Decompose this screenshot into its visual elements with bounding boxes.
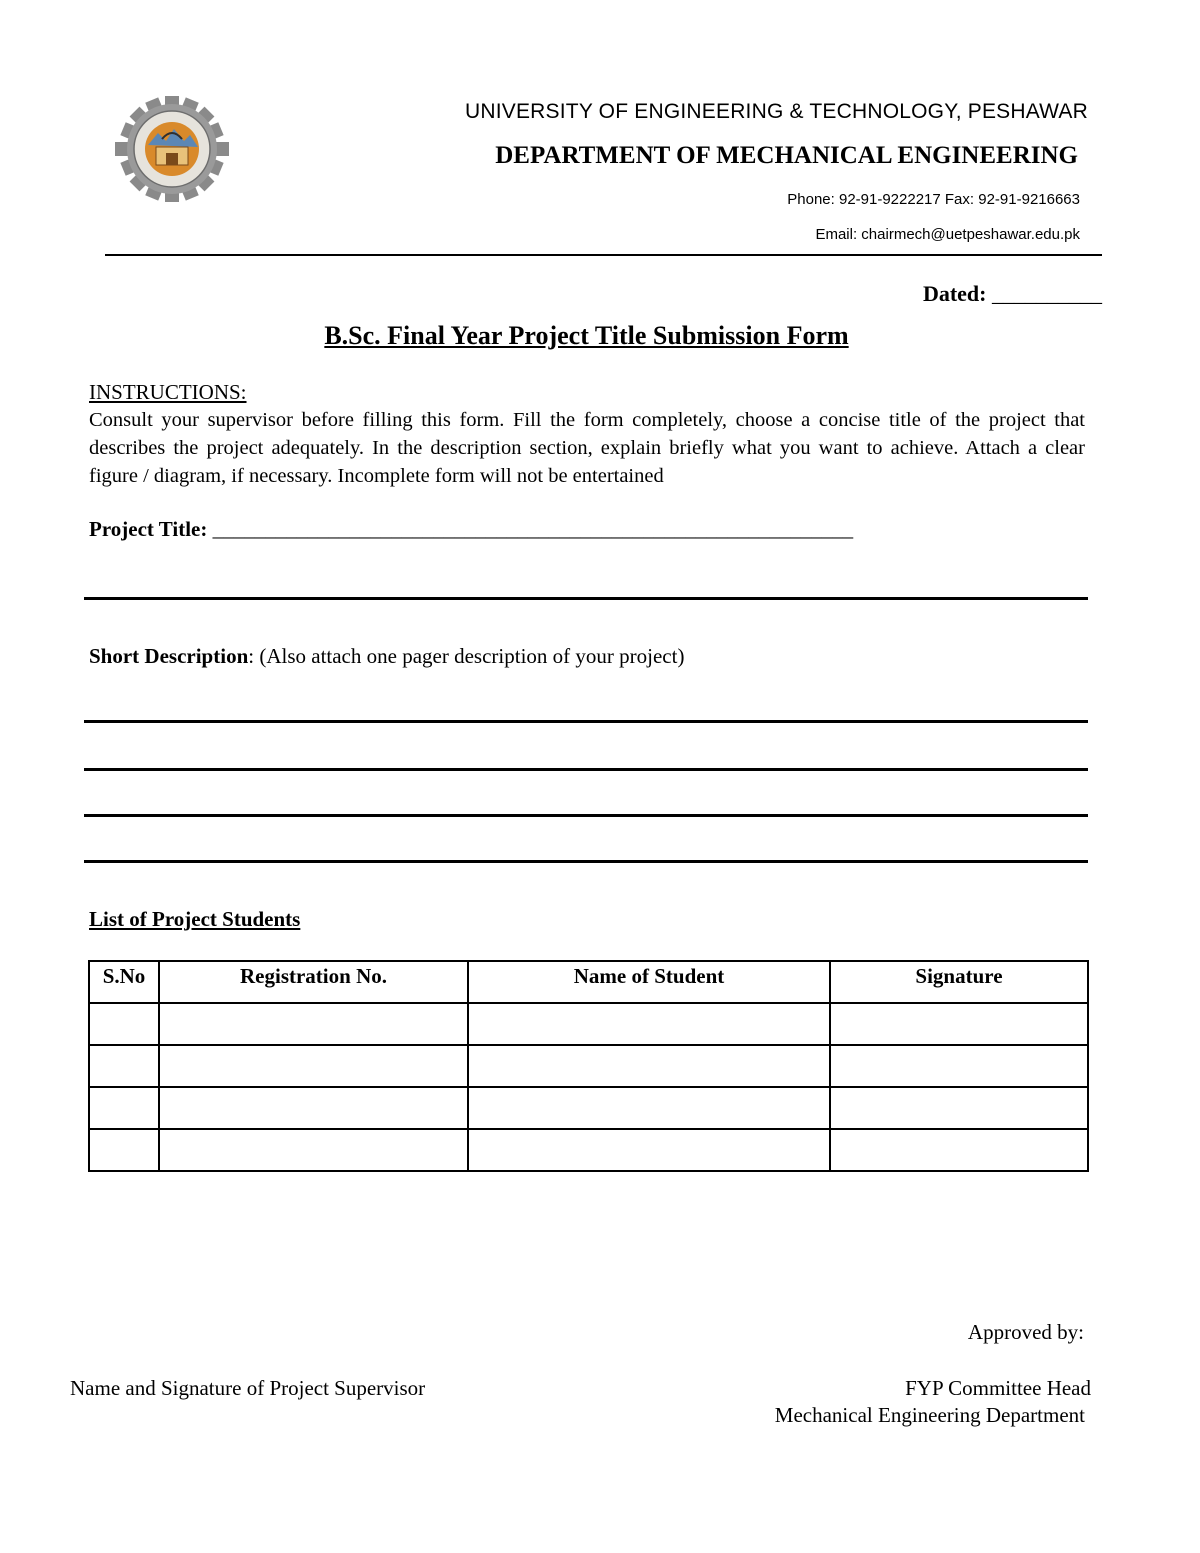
registration-cell[interactable]	[159, 1045, 468, 1087]
students-table	[88, 960, 1089, 1172]
sno-cell[interactable]	[89, 1045, 159, 1087]
registration-cell[interactable]	[159, 1129, 468, 1171]
description-line[interactable]	[84, 720, 1088, 723]
dated-field[interactable]	[923, 281, 1102, 307]
registration-cell[interactable]	[159, 1003, 468, 1045]
column-header-name: Name of Student	[468, 961, 830, 1003]
student-name-cell[interactable]	[468, 1045, 830, 1087]
sno-cell[interactable]	[89, 1087, 159, 1129]
short-description-label: Short Description	[89, 644, 249, 668]
instructions-heading: INSTRUCTIONS:	[89, 380, 247, 404]
signature-cell[interactable]	[830, 1129, 1088, 1171]
description-line[interactable]	[84, 860, 1088, 863]
university-logo	[114, 96, 230, 202]
student-name-cell[interactable]	[468, 1087, 830, 1129]
student-name-cell[interactable]	[468, 1003, 830, 1045]
table-row	[89, 1129, 1088, 1171]
dated-blank[interactable]: __________	[992, 281, 1102, 306]
table-row	[89, 1003, 1088, 1045]
instructions-text: Consult your supervisor before filling this form. Fill the form completely, choose a concise title of the project that describes the project adequately. In the description section, explain briefly what you want to achieve. Attach a clear figure / diagram, if necessary. Incomplete form will not be entertained	[89, 409, 1085, 487]
column-header-sno: S.No	[89, 961, 159, 1003]
university-gear-seal-icon	[114, 96, 230, 202]
sno-cell[interactable]	[89, 1003, 159, 1045]
dated-label: Dated:	[922, 281, 987, 306]
project-title-label: Project Title:	[89, 517, 208, 541]
project-title-blank[interactable]: _____________________________________________________________	[212, 517, 854, 541]
description-line[interactable]	[84, 768, 1088, 771]
department-name: DEPARTMENT OF MECHANICAL ENGINEERING	[495, 142, 1078, 169]
phone-fax-line: Phone: 92-91-9222217 Fax: 92-91-9216663	[787, 191, 1080, 208]
description-line[interactable]	[84, 814, 1088, 817]
column-header-signature: Signature	[830, 961, 1088, 1003]
signature-cell[interactable]	[830, 1045, 1088, 1087]
short-description-note: : (Also attach one pager description of your project)	[248, 644, 685, 668]
department-footer-label: Mechanical Engineering Department	[774, 1403, 1085, 1427]
committee-head-label: FYP Committee Head	[905, 1376, 1091, 1400]
table-header-row	[89, 961, 1088, 1003]
signature-cell[interactable]	[830, 1087, 1088, 1129]
university-name: UNIVERSITY OF ENGINEERING & TECHNOLOGY, PESHAWAR	[465, 100, 1088, 123]
form-title: B.Sc. Final Year Project Title Submission Form	[324, 321, 849, 350]
table-row	[89, 1087, 1088, 1129]
header-divider	[105, 254, 1102, 256]
column-header-registration: Registration No.	[159, 961, 468, 1003]
short-description-field	[89, 644, 684, 669]
student-name-cell[interactable]	[468, 1129, 830, 1171]
table-row	[89, 1045, 1088, 1087]
supervisor-signature-label: Name and Signature of Project Supervisor	[70, 1376, 426, 1400]
students-list-heading: List of Project Students	[89, 907, 301, 931]
signature-cell[interactable]	[830, 1003, 1088, 1045]
email-line: Email: chairmech@uetpeshawar.edu.pk	[815, 226, 1080, 243]
approved-by-label: Approved by:	[967, 1320, 1084, 1344]
sno-cell[interactable]	[89, 1129, 159, 1171]
registration-cell[interactable]	[159, 1087, 468, 1129]
project-title-line[interactable]	[84, 597, 1088, 600]
project-title-field[interactable]	[89, 517, 853, 542]
